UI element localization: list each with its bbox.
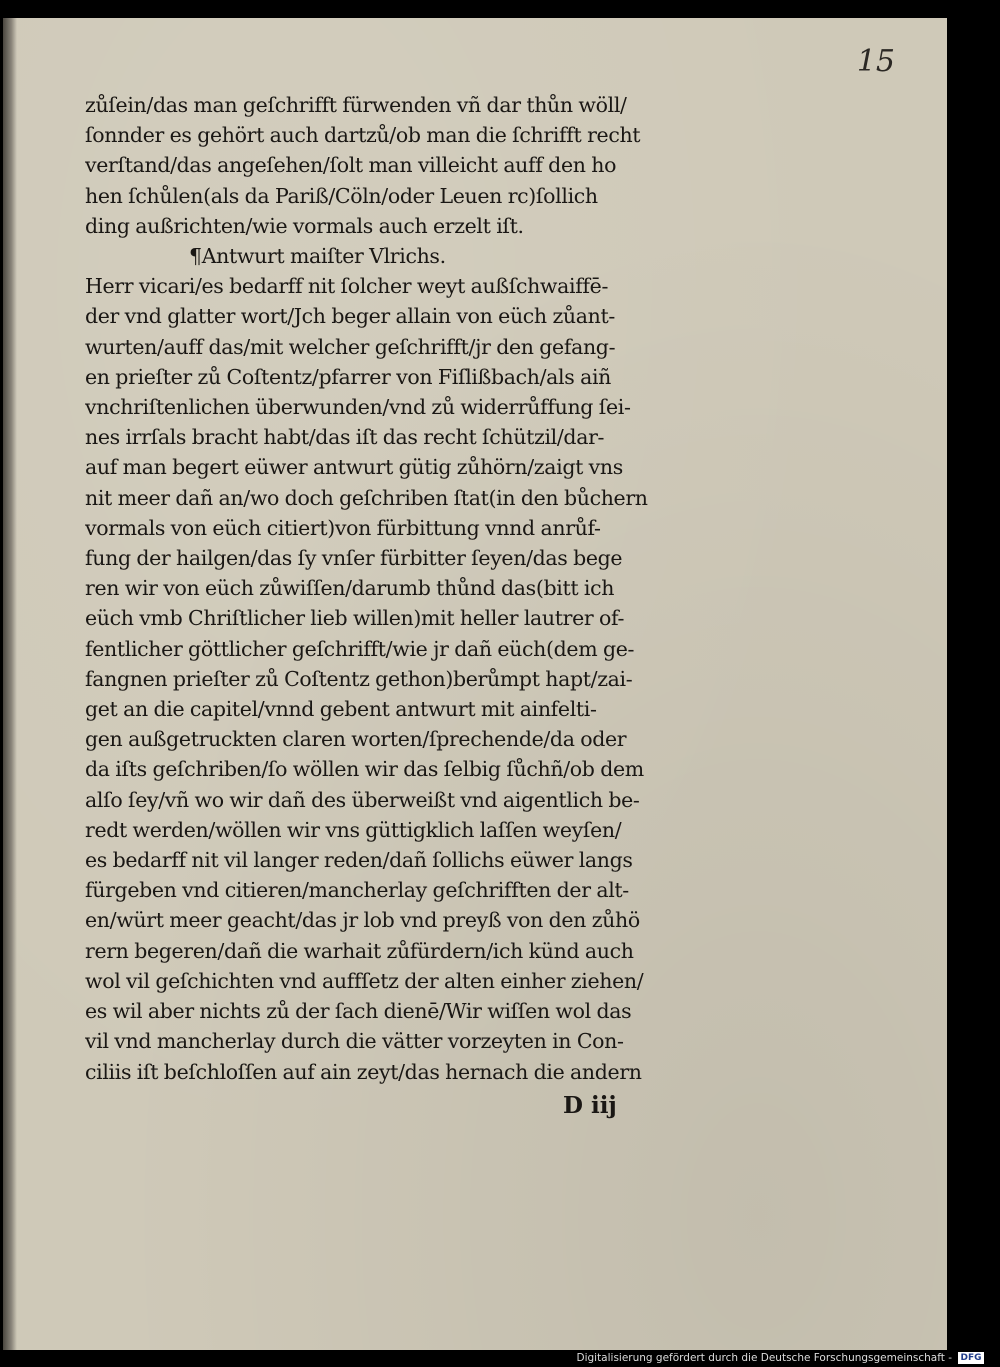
text-line: eüch vmb Chriſtlicher lieb willen)mit heller lautrer of- (85, 606, 625, 631)
text-line: rern begeren/dañ die warhait zůfürdern/ich künd auch (85, 938, 634, 963)
text-line: der vnd glatter wort/Jch beger allain von eüch zůant- (85, 304, 615, 329)
text-line: verſtand/das angeſehen/ſolt man villeicht auff den ho (85, 153, 617, 178)
text-line: wol vil geſchichten vnd auffſetz der alten einher ziehen/ (85, 968, 644, 993)
text-line: hen ſchůlen(als da Pariß/Cöln/oder Leuen rc)ſollich (85, 183, 598, 208)
text-line: vnchriſtenlichen überwunden/vnd zů widerrůffung ſei- (85, 395, 631, 420)
text-line: fangnen prieſter zů Coſtentz gethon)berůmpt hapt/zai- (85, 666, 633, 691)
text-line: en prieſter zů Coſtentz/pfarrer von Fiſlißbach/als aiñ (85, 364, 612, 389)
text-line: gen außgetruckten claren worten/ſprechende/da oder (85, 727, 627, 752)
footer-credit (576, 1352, 984, 1364)
text-line: vormals von eüch citiert)von fürbittung vnnd anrůf- (85, 515, 601, 540)
text-line: vil vnd mancherlay durch die vätter vorzeyten in Con- (85, 1029, 624, 1054)
footer-credit-text: Digitalisierung gefördert durch die Deutsche Forschungsgemeinschaft - (576, 1352, 952, 1364)
text-line: auf man begert eüwer antwurt gütig zůhörn/zaigt vns (85, 455, 623, 480)
dfg-logo: DFG (958, 1352, 984, 1364)
text-line: redt werden/wöllen wir vns güttigklich laſſen weyſen/ (85, 817, 622, 842)
section-heading: ¶Antwurt maiſter Vlrichs. (189, 244, 446, 269)
signature-mark: D iij (563, 1092, 617, 1119)
text-line: fürgeben vnd citieren/mancherlay geſchrifften der alt- (85, 878, 629, 903)
text-line: ding außrichten/wie vormals auch erzelt iſt. (85, 213, 524, 238)
text-line: es wil aber nichts zů der ſach dienē/Wir wiſſen wol das (85, 999, 632, 1024)
text-line: nes irrſals bracht habt/das iſt das recht ſchützil/dar- (85, 425, 605, 450)
text-line: Herr vicari/es bedarff nit ſolcher weyt außſchwaiffē- (85, 274, 609, 299)
text-line: fung der hailgen/das ſy vnſer fürbitter ſeyen/das bege (85, 546, 623, 571)
text-line: ren wir von eüch zůwiſſen/darumb thůnd das(bitt ich (85, 576, 615, 601)
text-line: get an die capitel/vnnd gebent antwurt mit ainfelti- (85, 697, 597, 722)
folio-number: 15 (856, 44, 895, 79)
text-line: es bedarff nit vil langer reden/dañ ſollichs eüwer langs (85, 848, 633, 873)
text-line: zůſein/das man geſchrifft fürwenden vñ dar thůn wöll/ (85, 93, 627, 117)
text-line: ſonnder es gehört auch dartzů/ob man die ſchrifft recht (85, 123, 641, 148)
page-binding-edge (3, 18, 17, 1350)
text-line: alſo ſey/vñ wo wir dañ des überweißt vnd aigentlich be- (85, 787, 640, 812)
text-line: da iſts geſchriben/ſo wöllen wir das ſelbig ſůchñ/ob dem (85, 757, 644, 782)
text-line: nit meer dañ an/wo doch geſchriben ſtat(in den bůchern (85, 485, 648, 510)
text-line: fentlicher göttlicher geſchrifft/wie jr dañ eüch(dem ge- (85, 636, 635, 661)
text-line: ciliis iſt beſchloſſen auf ain zeyt/das hernach die andern (85, 1059, 642, 1084)
text-line: en/würt meer geacht/das jr lob vnd preyß von den zůhö (85, 908, 640, 933)
scanned-page (3, 18, 947, 1350)
body-text (85, 90, 715, 1087)
text-line: wurten/auff das/mit welcher geſchrifft/jr den gefang- (85, 334, 616, 359)
